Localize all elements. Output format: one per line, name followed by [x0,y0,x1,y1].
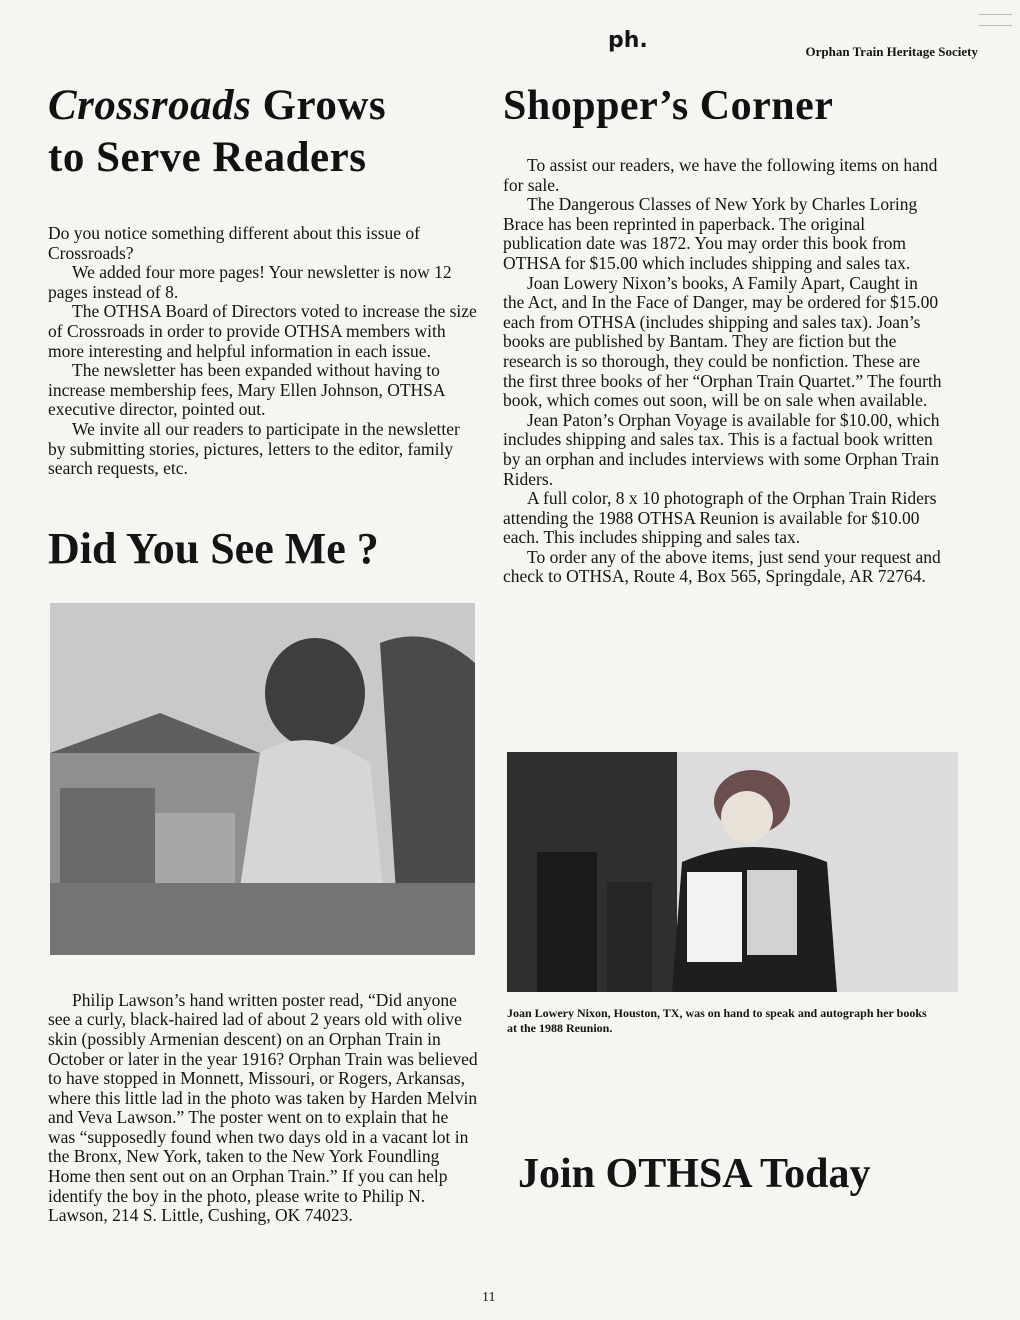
crossroads-paragraph: The newsletter has been expanded without having to increase membership fees, Mary Ellen Johnson, OTHSA executive director, pointed out. [48,360,445,420]
right-column [503,80,943,587]
page-number: 11 [482,1290,496,1305]
crossroads-paragraph: We invite all our readers to participate in the newsletter by submitting stories, pictures, letters to the editor, family search requests, etc. [48,418,460,479]
crossroads-title-italic: Crossroads [48,82,252,129]
did-you-see-me-headline: Did You See Me ? [48,523,379,573]
shopper-paragraph: Joan Lowery Nixon’s books, A Family Apart, Caught in the Act, and In the Face of Danger, may be ordered for $15.00 each from OTHSA (includes shipping and sales tax). Joan’s books are published by Bantam. They are fiction but the research is so thorough, they could be nonfiction. These are the first three books of her “Orphan Train Quartet.” The fourth book, which comes out soon, will be on sale when available. [503,272,942,411]
shopper-paragraph: To order any of the above items, just send your request and check to OTHSA, Route 4, Box 565, Springdale, AR 72764. [503,546,941,587]
header-organization: Orphan Train Heritage Society [805,44,978,59]
shoppers-corner-headline: Shopper’s Corner [503,83,834,129]
did-you-see-me-text [48,991,478,1226]
did-you-see-me-caption: Philip Lawson’s hand written poster read, “Did anyone see a curly, black-haired lad of about 2 years old with olive skin (possibly Armenian descent) on an Orphan Train in October or later in the year 1916? Orphan Train was believed to have stopped in Monnett, Missouri, or Rogers, Arkansas, where this little lad in the photo was taken by Harden Melvin and Veva Lawson.” The poster went on to explain that he was “supposedly found when two days old in a vacant lot in the Bronx, New York, taken to the New York Foundling Home then sent out on an Orphan Train.” If you can help identify the boy in the photo, please write to Philip N. Lawson, 214 S. Little, Cushing, OK 74023. [48,989,478,1226]
header-mark: ph. [608,28,648,53]
crossroads-title-line2: to Serve Readers [48,134,367,181]
nixon-photo-illustration [507,752,958,992]
shoppers-corner-article [503,156,943,587]
corner-rule [978,14,1012,26]
crossroads-headline [48,80,478,184]
crossroads-paragraph: Do you notice something different about this issue of Crossroads? [48,223,420,263]
nixon-photo [507,752,958,992]
crossroads-paragraph: The OTHSA Board of Directors voted to increase the size of Crossroads in order to provide OTHSA members with more interesting and helpful information in each issue. [48,301,477,361]
join-othsa-headline: Join OTHSA Today [518,1151,871,1197]
nixon-photo-caption: Joan Lowery Nixon, Houston, TX, was on hand to speak and autograph her books at the 1988 Reunion. [507,1006,927,1035]
boy-photo-illustration [50,603,475,955]
shopper-paragraph: A full color, 8 x 10 photograph of the Orphan Train Riders attending the 1988 OTHSA Reunion is available for $10.00 each. This includes shipping and sales tax. [503,488,937,548]
crossroads-paragraph: We added four more pages! Your newsletter is now 12 pages instead of 8. [48,262,452,302]
shopper-paragraph: To assist our readers, we have the following items on hand for sale. [503,155,938,195]
boy-photo [50,603,475,955]
crossroads-title-rest: Grows [251,82,387,129]
shopper-paragraph: The Dangerous Classes of New York by Charles Loring Brace has been reprinted in paperback. The original publication date was 1872. You may order this book from OTHSA for $15.00 which includes shipping and sales tax. [503,194,918,273]
shopper-paragraph: Jean Paton’s Orphan Voyage is available for $10.00, which includes shipping and sales tax. This is a factual book written by an orphan and includes interviews with some Orphan Train Riders. [503,409,940,489]
left-column [48,80,478,1226]
crossroads-article [48,224,478,479]
